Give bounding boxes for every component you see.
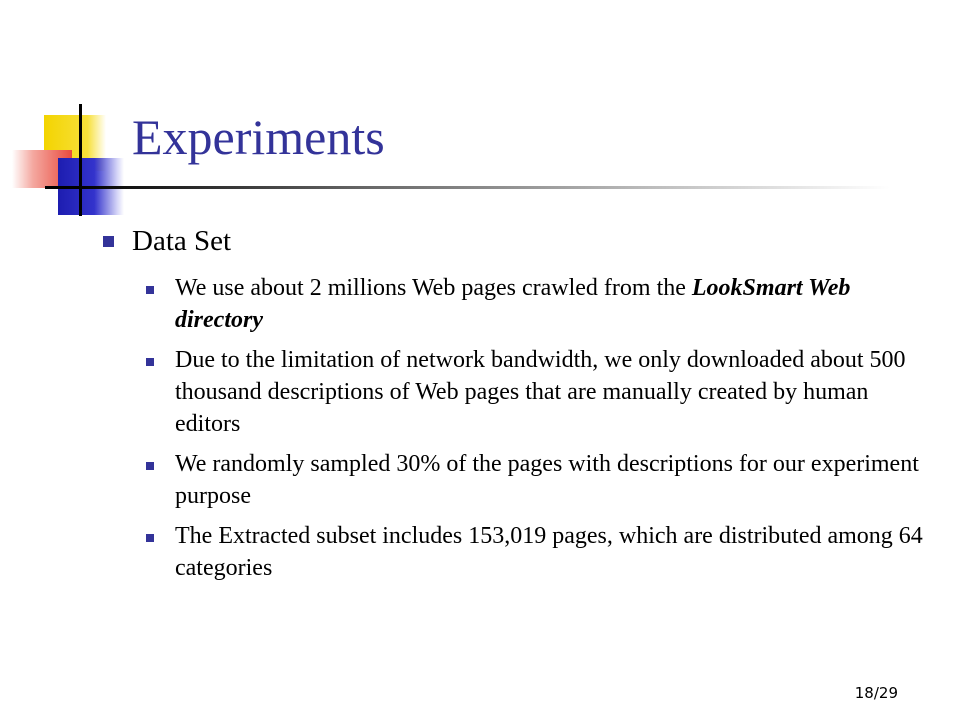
page-number: 18/29	[854, 684, 898, 702]
list-item	[146, 344, 926, 440]
slide-title: Experiments	[132, 109, 385, 165]
list-item	[146, 520, 926, 584]
square-bullet-icon	[146, 534, 154, 542]
square-bullet-icon	[103, 236, 114, 247]
title-underline	[78, 186, 890, 189]
vertical-line-decoration	[79, 104, 82, 216]
list-item-text: The Extracted subset includes 153,019 pages, which are distributed among 64 categories	[175, 523, 923, 581]
list-item	[146, 448, 926, 512]
list-item	[146, 272, 926, 336]
square-bullet-icon	[146, 358, 154, 366]
list-item-text: Due to the limitation of network bandwidth, we only downloaded about 500 thousand descriptions of Web pages that are manually created by human editors	[175, 347, 906, 437]
corner-decoration	[0, 0, 140, 230]
list-item-emphasis: LookSmart Web directory	[175, 275, 851, 333]
list-item-text: We randomly sampled 30% of the pages with descriptions for our experiment purpose	[175, 451, 919, 509]
section-heading: Data Set	[132, 225, 232, 257]
square-bullet-icon	[146, 286, 154, 294]
bullet-list	[146, 272, 926, 592]
list-item-text: We use about 2 millions Web pages crawled from the	[175, 275, 692, 301]
square-bullet-icon	[146, 462, 154, 470]
